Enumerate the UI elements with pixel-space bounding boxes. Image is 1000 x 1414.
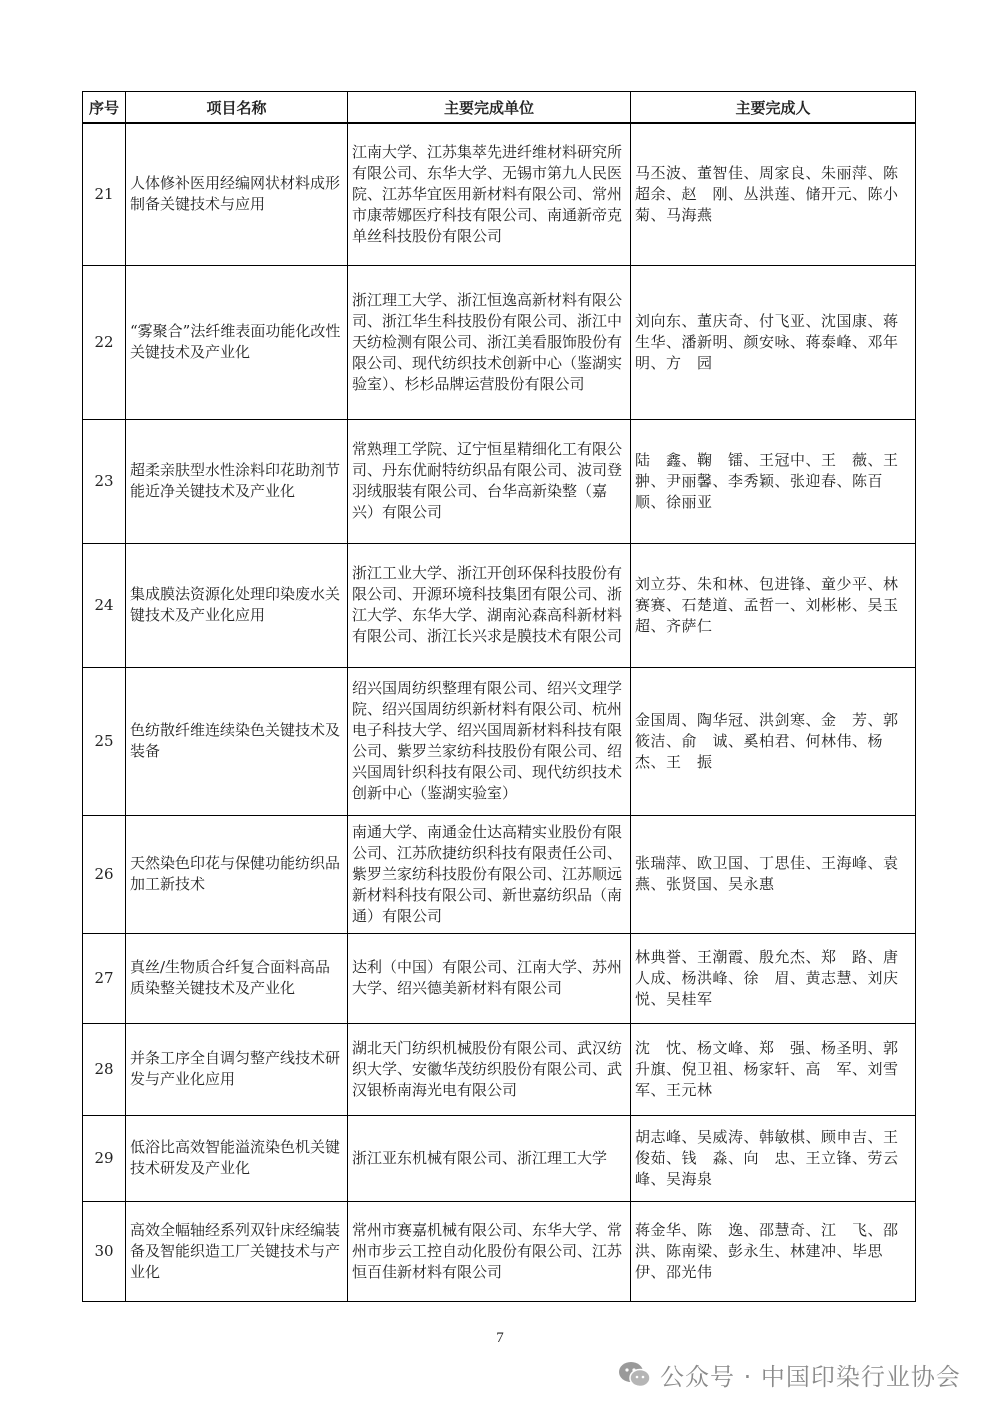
row-number: 23 <box>83 419 126 543</box>
header-project-name: 项目名称 <box>126 92 348 124</box>
page-number: 7 <box>496 1330 504 1346</box>
completion-people: 刘立芬、朱和林、包进锋、童少平、林赛赛、石楚道、孟哲一、刘彬彬、吴玉超、齐萨仁 <box>631 543 916 667</box>
completion-units: 绍兴国周纺织整理有限公司、绍兴文理学院、绍兴国周纺织新材料有限公司、杭州电子科技大学、绍兴国周新材料科技有限公司、紫罗兰家纺科技股份有限公司、绍兴国周针织科技有限公司、现代纺织技术创新中心（鉴湖实验室） <box>348 667 631 815</box>
completion-units: 常熟理工学院、辽宁恒星精细化工有限公司、丹东优耐特纺织品有限公司、波司登羽绒服装有限公司、台华高新染整（嘉兴）有限公司 <box>348 419 631 543</box>
wechat-watermark <box>618 1357 961 1392</box>
row-number: 27 <box>83 933 126 1023</box>
completion-people: 陆 鑫、鞠 镭、王冠中、王 薇、王 翀、尹丽馨、李秀颖、张迎春、陈百顺、徐丽亚 <box>631 419 916 543</box>
row-number: 28 <box>83 1023 126 1115</box>
table-row <box>83 419 916 543</box>
row-number: 26 <box>83 815 126 933</box>
completion-people: 金国周、陶华冠、洪剑寒、金 芳、郭筱洁、俞 诚、奚柏君、何林伟、杨 杰、王 振 <box>631 667 916 815</box>
project-name: 集成膜法资源化处理印染废水关键技术及产业化应用 <box>126 543 348 667</box>
project-name: 色纺散纤维连续染色关键技术及装备 <box>126 667 348 815</box>
row-number: 30 <box>83 1201 126 1301</box>
table-row <box>83 1115 916 1201</box>
table-row <box>83 265 916 419</box>
completion-people: 胡志峰、吴威涛、韩敏棋、顾申吉、王俊茹、钱 淼、向 忠、王立锋、劳云峰、吴海泉 <box>631 1115 916 1201</box>
table-row <box>83 667 916 815</box>
project-name: 并条工序全自调匀整产线技术研发与产业化应用 <box>126 1023 348 1115</box>
completion-units: 南通大学、南通金仕达高精实业股份有限公司、江苏欣捷纺织科技有限责任公司、紫罗兰家纺科技股份有限公司、江苏顺远新材料科技有限公司、新世嘉纺织品（南通）有限公司 <box>348 815 631 933</box>
header-index: 序号 <box>83 92 126 124</box>
row-number: 25 <box>83 667 126 815</box>
project-name: “雾聚合”法纤维表面功能化改性关键技术及产业化 <box>126 265 348 419</box>
wechat-icon <box>618 1361 652 1389</box>
completion-units: 浙江工业大学、浙江开创环保科技股份有限公司、开源环境科技集团有限公司、浙江大学、东华大学、湖南沁森高科新材料有限公司、浙江长兴求是膜技术有限公司 <box>348 543 631 667</box>
project-name: 超柔亲肤型水性涂料印花助剂节能近净关键技术及产业化 <box>126 419 348 543</box>
completion-people: 蒋金华、陈 逸、邵慧奇、江 飞、邵 洪、陈南梁、彭永生、林建冲、毕思伊、邵光伟 <box>631 1201 916 1301</box>
completion-units: 达利（中国）有限公司、江南大学、苏州大学、绍兴德美新材料有限公司 <box>348 933 631 1023</box>
row-number: 22 <box>83 265 126 419</box>
row-number: 24 <box>83 543 126 667</box>
completion-people: 刘向东、董庆奇、付飞亚、沈国康、蒋生华、潘新明、颜安咏、蒋泰峰、邓年明、方 园 <box>631 265 916 419</box>
completion-units: 湖北天门纺织机械股份有限公司、武汉纺织大学、安徽华茂纺织股份有限公司、武汉银桥南海光电有限公司 <box>348 1023 631 1115</box>
completion-units: 常州市赛嘉机械有限公司、东华大学、常州市步云工控自动化股份有限公司、江苏恒百佳新材料有限公司 <box>348 1201 631 1301</box>
table-row <box>83 543 916 667</box>
table-header-row <box>83 92 916 124</box>
row-number: 29 <box>83 1115 126 1201</box>
completion-people: 沈 忱、杨文峰、郑 强、杨圣明、郭升旗、倪卫祖、杨家轩、高 军、刘雪军、王元林 <box>631 1023 916 1115</box>
row-number: 21 <box>83 123 126 265</box>
project-name: 天然染色印花与保健功能纺织品加工新技术 <box>126 815 348 933</box>
completion-units: 江南大学、江苏集萃先进纤维材料研究所有限公司、东华大学、无锡市第九人民医院、江苏华宜医用新材料有限公司、常州市康蒂娜医疗科技有限公司、南通新帝克单丝科技股份有限公司 <box>348 123 631 265</box>
completion-people: 马丕波、董智佳、周家良、朱丽萍、陈超余、赵 刚、丛洪莲、储开元、陈小菊、马海燕 <box>631 123 916 265</box>
table-row <box>83 933 916 1023</box>
completion-units: 浙江亚东机械有限公司、浙江理工大学 <box>348 1115 631 1201</box>
completion-people: 张瑞萍、欧卫国、丁思佳、王海峰、袁 燕、张贤国、吴永惠 <box>631 815 916 933</box>
header-main-units: 主要完成单位 <box>348 92 631 124</box>
header-main-people: 主要完成人 <box>631 92 916 124</box>
project-name: 真丝/生物质合纤复合面料高品质染整关键技术及产业化 <box>126 933 348 1023</box>
award-table <box>82 91 916 1302</box>
table-row <box>83 123 916 265</box>
completion-people: 林典誉、王潮霞、殷允杰、郑 路、唐人成、杨洪峰、徐 眉、黄志慧、刘庆悦、吴桂军 <box>631 933 916 1023</box>
table-row <box>83 1201 916 1301</box>
project-name: 低浴比高效智能溢流染色机关键技术研发及产业化 <box>126 1115 348 1201</box>
watermark-text: 公众号 · 中国印染行业协会 <box>660 1363 961 1391</box>
table-row <box>83 1023 916 1115</box>
project-name: 高效全幅轴经系列双针床经编装备及智能织造工厂关键技术与产业化 <box>126 1201 348 1301</box>
project-name: 人体修补医用经编网状材料成形制备关键技术与应用 <box>126 123 348 265</box>
table-row <box>83 815 916 933</box>
completion-units: 浙江理工大学、浙江恒逸高新材料有限公司、浙江华生科技股份有限公司、浙江中天纺检测有限公司、浙江美看服饰股份有限公司、现代纺织技术创新中心（鉴湖实验室）、杉杉品牌运营股份有限公司 <box>348 265 631 419</box>
